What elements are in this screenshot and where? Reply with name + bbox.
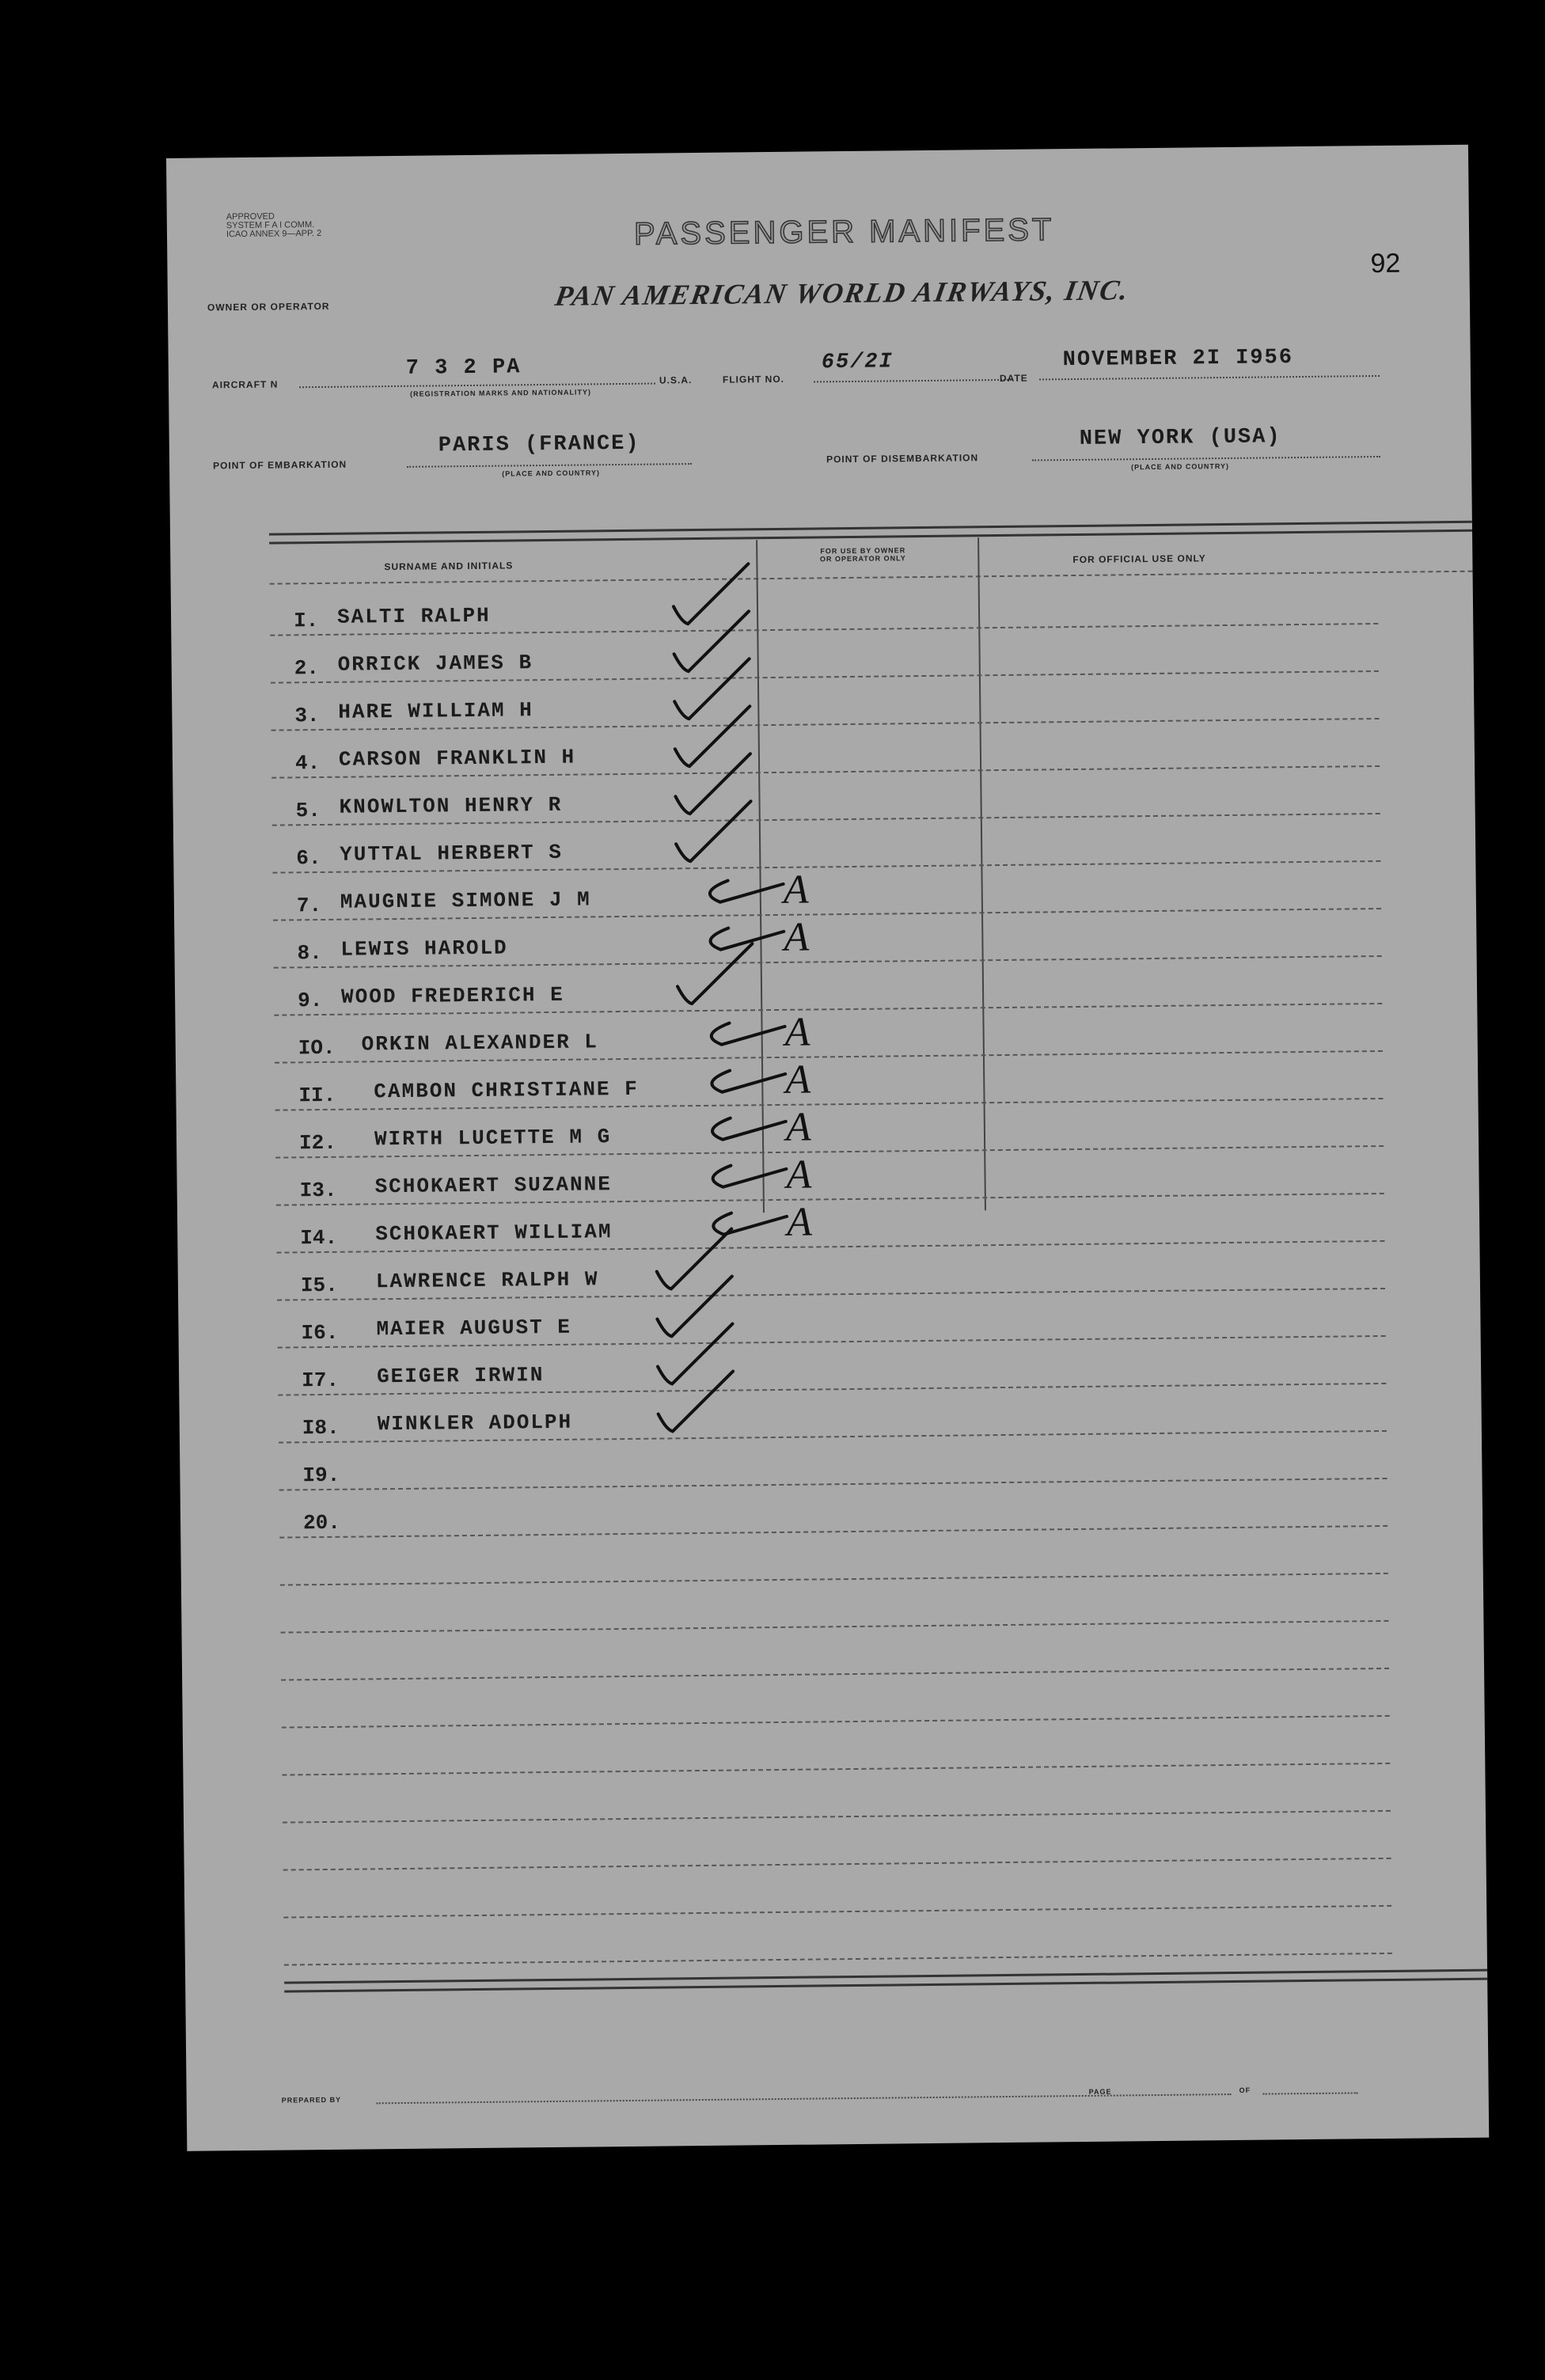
passenger-name: WOOD FREDERICH E (340, 982, 564, 1009)
aircraft-sublabel: (REGISTRATION MARKS AND NATIONALITY) (410, 388, 592, 398)
arrival-annotation: A (785, 1104, 811, 1150)
row-number: II. (298, 1083, 336, 1108)
row-number: I8. (302, 1415, 340, 1441)
passenger-name: MAUGNIE SIMONE J M (340, 887, 591, 914)
approval-line: SYSTEM F A I COMM. (226, 220, 315, 231)
disembark-value: NEW YORK (USA) (1079, 425, 1281, 451)
column-header-names: SURNAME AND INITIALS (384, 560, 514, 573)
page-number: 92 (1370, 248, 1401, 279)
handwritten-marks (166, 145, 1489, 2151)
approval-line: ICAO ANNEX 9—APP. 2 (226, 228, 322, 240)
arrival-annotation: A (784, 1057, 811, 1103)
owner-use-line: OR OPERATOR ONLY (819, 554, 906, 564)
row-number: 7. (296, 893, 322, 918)
flight-label: FLIGHT NO. (722, 373, 785, 385)
check-mark (710, 928, 784, 950)
check-mark (674, 611, 750, 671)
arrival-annotation: A (783, 867, 809, 913)
row-number: I6. (301, 1320, 339, 1346)
aircraft-label: AIRCRAFT N (211, 378, 279, 391)
passenger-name: ORRICK JAMES B (337, 651, 533, 677)
owner-value: PAN AMERICAN WORLD AIRWAYS, INC. (552, 274, 1132, 312)
date-value: NOVEMBER 2I I956 (1062, 346, 1294, 373)
row-number: I7. (302, 1368, 340, 1393)
passenger-name: KNOWLTON HENRY R (339, 792, 563, 819)
check-mark (713, 1165, 787, 1187)
check-mark (675, 753, 751, 814)
check-mark (673, 564, 749, 624)
check-mark (677, 943, 753, 1004)
owner-use-line: FOR USE BY OWNER (820, 546, 906, 556)
row-number: I9. (302, 1463, 340, 1488)
passenger-name: LEWIS HAROLD (340, 936, 508, 962)
passenger-name: YUTTAL HERBERT S (340, 840, 564, 867)
row-number: I. (293, 609, 319, 633)
embark-sublabel: (PLACE AND COUNTRY) (502, 469, 601, 478)
passenger-name: SCHOKAERT WILLIAM (375, 1220, 613, 1247)
check-mark (713, 1213, 787, 1235)
check-mark (676, 801, 752, 861)
check-mark (712, 1070, 785, 1092)
owner-label: OWNER OR OPERATOR (207, 300, 330, 313)
arrival-annotation: A (784, 1009, 810, 1055)
check-mark (674, 706, 750, 766)
check-mark (657, 1277, 733, 1337)
disembark-label: POINT OF DISEMBARKATION (826, 452, 979, 465)
disembark-sublabel: (PLACE AND COUNTRY) (1131, 461, 1230, 472)
passenger-name: SCHOKAERT SUZANNE (374, 1172, 613, 1199)
prepared-by-label: PREPARED BY (281, 2095, 342, 2105)
passenger-name: WINKLER ADOLPH (377, 1410, 573, 1437)
row-number: 4. (294, 751, 321, 776)
check-mark (658, 1372, 734, 1432)
check-mark (710, 880, 784, 902)
embark-label: POINT OF EMBARKATION (212, 458, 347, 472)
flight-value: 65/2I (821, 350, 894, 375)
document-title: PASSENGER MANIFEST (633, 212, 1055, 252)
check-mark (712, 1023, 785, 1045)
passenger-name: CAMBON CHRISTIANE F (374, 1076, 639, 1104)
arrival-annotation: A (786, 1152, 812, 1198)
row-number: 2. (294, 656, 320, 681)
passenger-name: GEIGER IRWIN (376, 1363, 545, 1389)
row-number: 5. (295, 799, 321, 823)
check-mark (712, 1118, 786, 1140)
passenger-name: CARSON FRANKLIN H (338, 745, 576, 772)
embark-value: PARIS (FRANCE) (438, 431, 640, 458)
column-header-official: FOR OFFICIAL USE ONLY (1072, 552, 1206, 566)
country-label: U.S.A. (659, 374, 693, 386)
passenger-name: LAWRENCE RALPH W (375, 1267, 599, 1294)
check-mark (674, 659, 750, 719)
aircraft-value: 7 3 2 PA (405, 355, 522, 381)
passenger-name: HARE WILLIAM H (338, 698, 533, 724)
row-number: 20. (302, 1510, 341, 1535)
passenger-name: MAIER AUGUST E (376, 1315, 572, 1342)
approval-line: APPROVED (226, 211, 275, 222)
row-number: 3. (294, 704, 320, 728)
check-mark (657, 1324, 733, 1384)
manifest-sheet (166, 145, 1489, 2151)
arrival-annotation: A (786, 1199, 813, 1245)
row-number: 6. (296, 846, 321, 871)
of-label: OF (1239, 2086, 1251, 2094)
row-number: 8. (297, 940, 322, 966)
date-label: DATE (999, 372, 1028, 384)
passenger-name: SALTI RALPH (336, 603, 491, 629)
row-number: I4. (300, 1225, 338, 1251)
arrival-annotation: A (784, 914, 810, 960)
row-number: I3. (299, 1178, 337, 1203)
row-number: IO. (298, 1035, 336, 1061)
page-label: PAGE (1088, 2087, 1112, 2096)
passenger-name: WIRTH LUCETTE M G (374, 1125, 612, 1152)
passenger-name: ORKIN ALEXANDER L (361, 1030, 599, 1057)
row-number: 9. (297, 988, 323, 1013)
row-number: I5. (300, 1273, 338, 1298)
row-number: I2. (298, 1130, 337, 1156)
check-mark (656, 1229, 732, 1289)
